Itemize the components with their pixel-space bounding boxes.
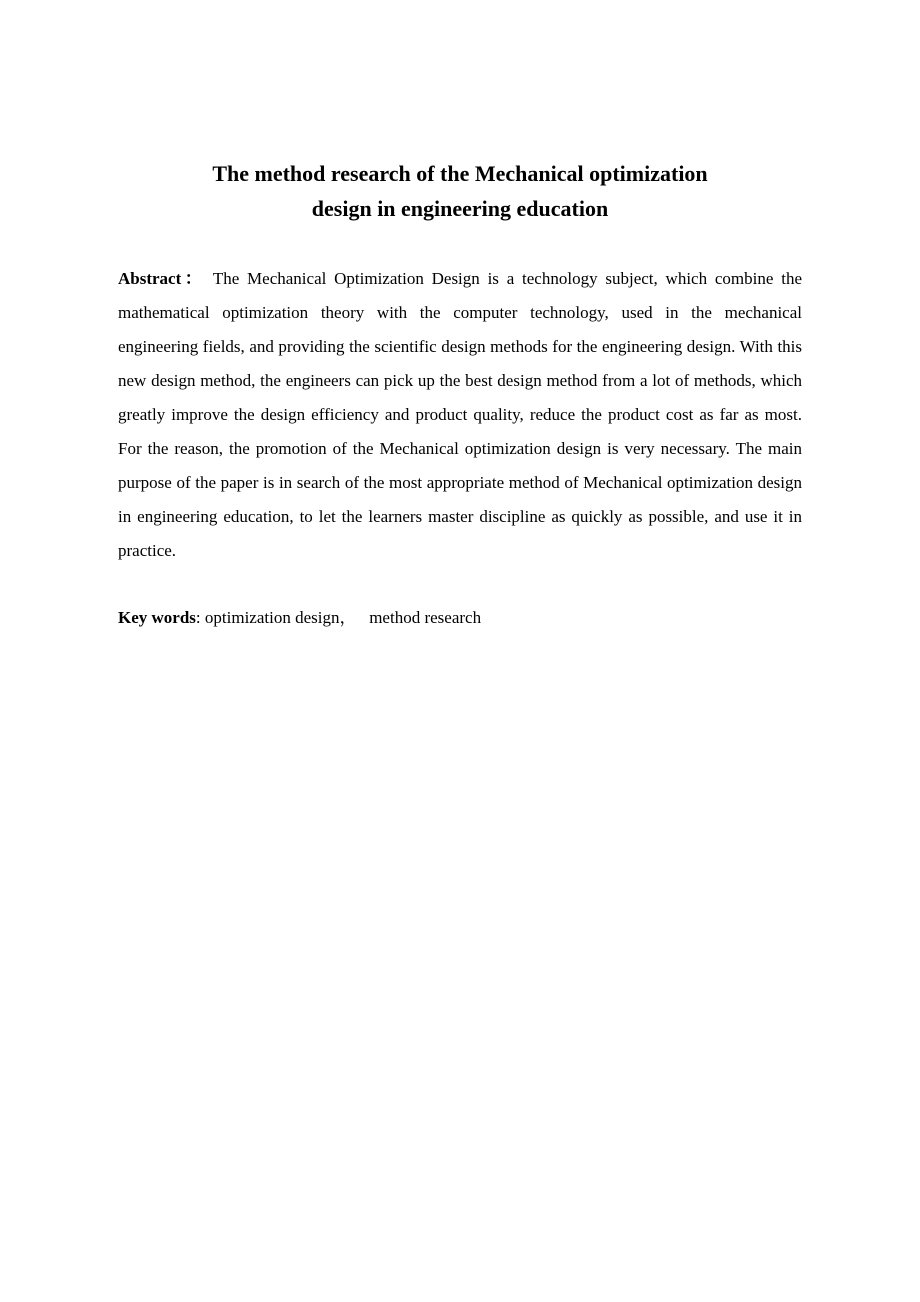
keywords-label: Key words (118, 608, 196, 627)
keywords-line (118, 601, 802, 635)
title-line-1: The method research of the Mechanical optimization (212, 161, 708, 186)
keywords-text: : optimization design， method research (195, 608, 482, 627)
paper-title (118, 156, 802, 226)
title-line-2: design in engineering education (311, 196, 609, 221)
abstract-paragraph (118, 262, 802, 568)
abstract-label: Abstract： (118, 269, 206, 288)
abstract-text: The Mechanical Optimization Design is a technology subject, which combine the mathematical optimization theory with the computer technology, used in the mechanical engineering fields, and providing the scientific design methods for the engineering design. With this new design method, the engineers can pick up the best design method from a lot of methods, which greatly improve the design efficiency and product quality, reduce the product cost as far as most. For the reason, the promotion of the Mechanical optimization design is very necessary. The main purpose of the paper is in search of the most appropriate method of Mechanical optimization design in engineering education, to let the learners master discipline as quickly as possible, and use it in practice. (118, 269, 802, 560)
